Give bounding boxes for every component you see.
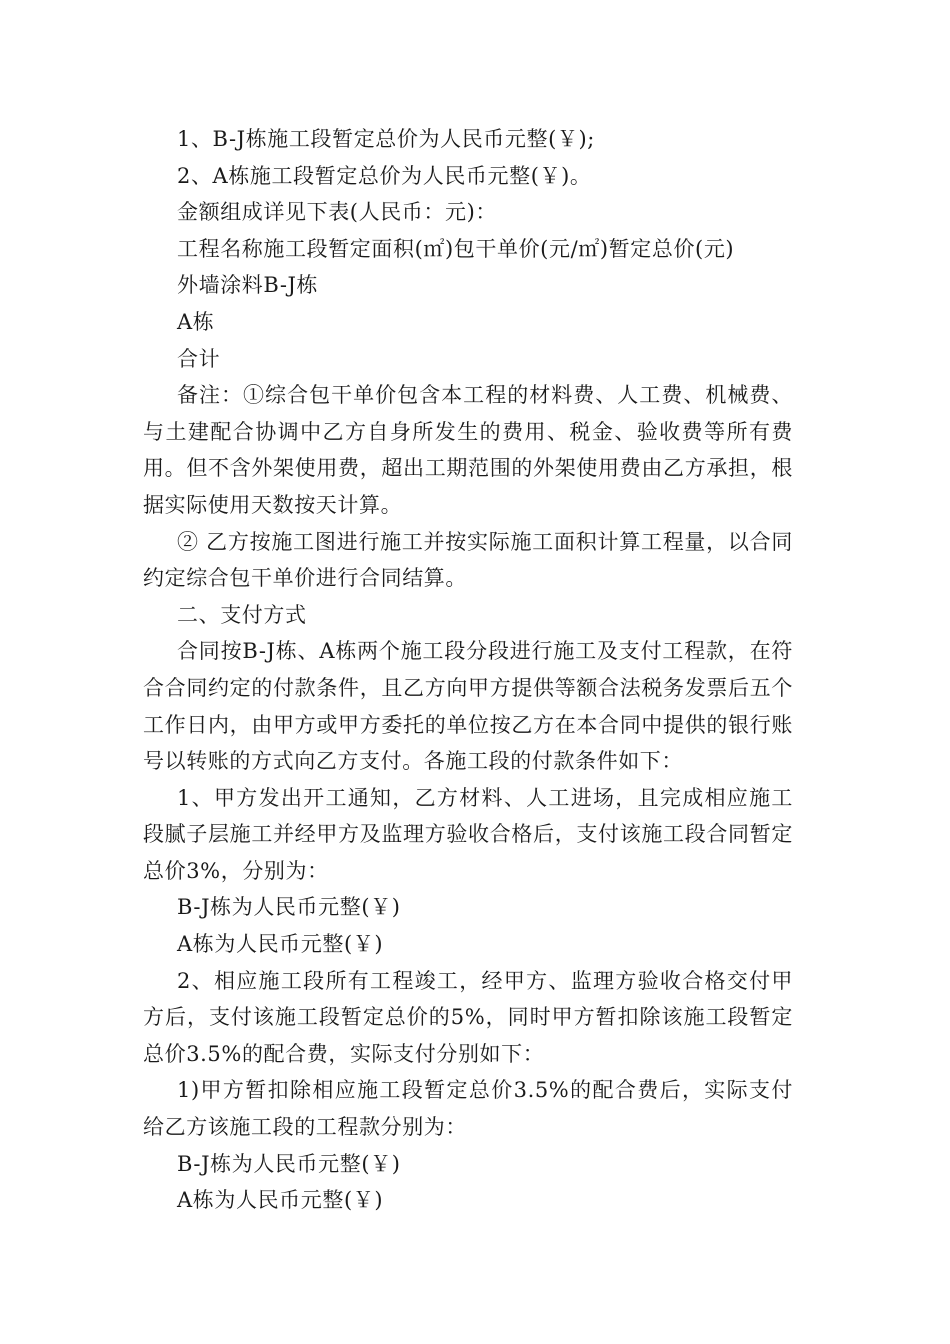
paragraph: 1)甲方暂扣除相应施工段暂定总价3.5%的配合费后，实际支付给乙方该施工段的工程款分别为：: [143, 1078, 793, 1140]
paragraph: 2、相应施工段所有工程竣工，经甲方、监理方验收合格交付甲方后，支付该施工段暂定总价的5%，同时甲方暂扣除该施工段暂定总价3.5%的配合费，实际支付分别如下：: [143, 968, 793, 1066]
paragraph: 1、甲方发出开工通知，乙方材料、人工进场，且完成相应施工段腻子层施工并经甲方及监理方验收合格后，支付该施工段合同暂定总价3%，分别为：: [143, 785, 793, 883]
paragraph: 2、A栋施工段暂定总价为人民币元整(￥)。: [177, 163, 592, 188]
paragraph: B-J栋为人民币元整(￥): [177, 1151, 401, 1176]
remark-paragraph: 备注：①综合包干单价包含本工程的材料费、人工费、机械费、与土建配合协调中乙方自身所发生的费用、税金、验收费等所有费用。但不含外架使用费，超出工期范围的外架使用费由乙方承担，根据实际使用天数按天计算。: [143, 383, 793, 517]
paragraph: B-J栋为人民币元整(￥): [177, 895, 401, 920]
paragraph: A栋为人民币元整(￥): [177, 932, 384, 957]
remark-paragraph: ② 乙方按施工图进行施工并按实际施工面积计算工程量，以合同约定综合包干单价进行合同结算。: [143, 529, 793, 591]
table-row-line: A栋: [177, 309, 215, 334]
table-header-line: 工程名称施工段暂定面积(㎡)包干单价(元/㎡)暂定总价(元): [177, 236, 735, 261]
section-heading: 二、支付方式: [177, 602, 307, 627]
paragraph: A栋为人民币元整(￥): [177, 1188, 384, 1213]
paragraph: 1、B-J栋施工段暂定总价为人民币元整(￥);: [177, 127, 595, 151]
table-total-line: 合计: [177, 346, 221, 371]
paragraph: 金额组成详见下表(人民币：元)：: [177, 200, 497, 225]
paragraph: 合同按B-J栋、A栋两个施工段分段进行施工及支付工程款，在符合合同约定的付款条件，且乙方向甲方提供等额合法税务发票后五个工作日内，由甲方或甲方委托的单位按乙方在本合同中提供的银行账号以转账的方式向乙方支付。各施工段的付款条件如下：: [143, 639, 793, 774]
document-body: [143, 121, 793, 1219]
table-row-line: 外墙涂料B-J栋: [177, 273, 319, 298]
